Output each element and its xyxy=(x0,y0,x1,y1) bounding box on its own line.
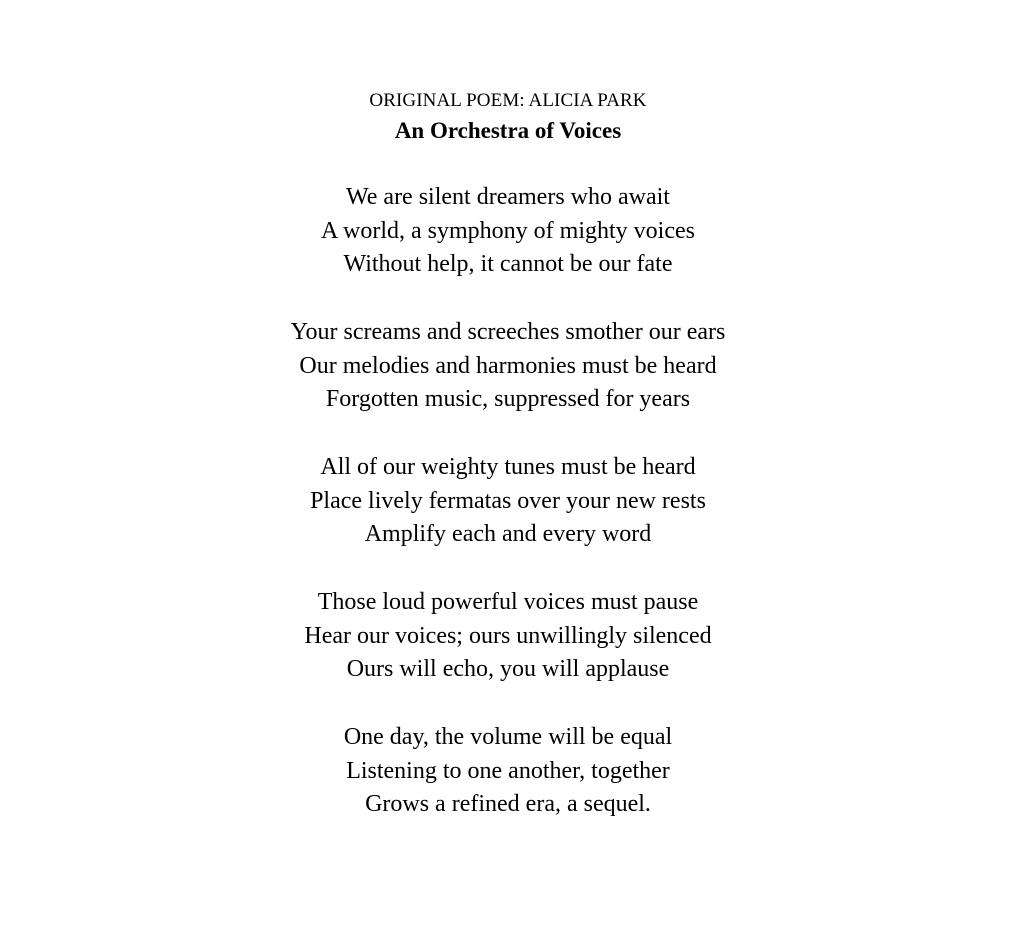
stanza-1 xyxy=(0,181,1016,282)
poem-line: Place lively fermatas over your new rests xyxy=(310,487,706,514)
poem-line: Grows a refined era, a sequel. xyxy=(365,791,651,818)
poem-line: Amplify each and every word xyxy=(364,521,652,548)
poem-line: Those loud powerful voices must pause xyxy=(317,589,699,615)
poem-line: Your screams and screeches smother our ears xyxy=(290,319,726,345)
poem-line: A world, a symphony of mighty voices xyxy=(321,217,695,244)
poem-line: Hear our voices; ours unwillingly silenced xyxy=(304,622,712,649)
poem-line: We are silent dreamers who await xyxy=(346,184,670,210)
poem-line: Forgotten music, suppressed for years xyxy=(325,386,691,413)
poem-title: An Orchestra of Voices xyxy=(394,118,622,143)
poem-line: Our melodies and harmonies must be heard xyxy=(299,352,717,379)
poem-line: One day, the volume will be equal xyxy=(343,724,673,750)
poem-line: Listening to one another, together xyxy=(346,757,670,784)
poem-line: All of our weighty tunes must be heard xyxy=(320,454,696,480)
stanza-3 xyxy=(0,451,1016,552)
stanza-5 xyxy=(0,721,1016,822)
poem-line: Without help, it cannot be our fate xyxy=(343,251,673,278)
poem-line: Ours will echo, you will applause xyxy=(346,656,670,683)
poem-byline: ORIGINAL POEM: ALICIA PARK xyxy=(369,90,647,111)
stanza-2 xyxy=(0,316,1016,417)
stanza-4 xyxy=(0,586,1016,687)
